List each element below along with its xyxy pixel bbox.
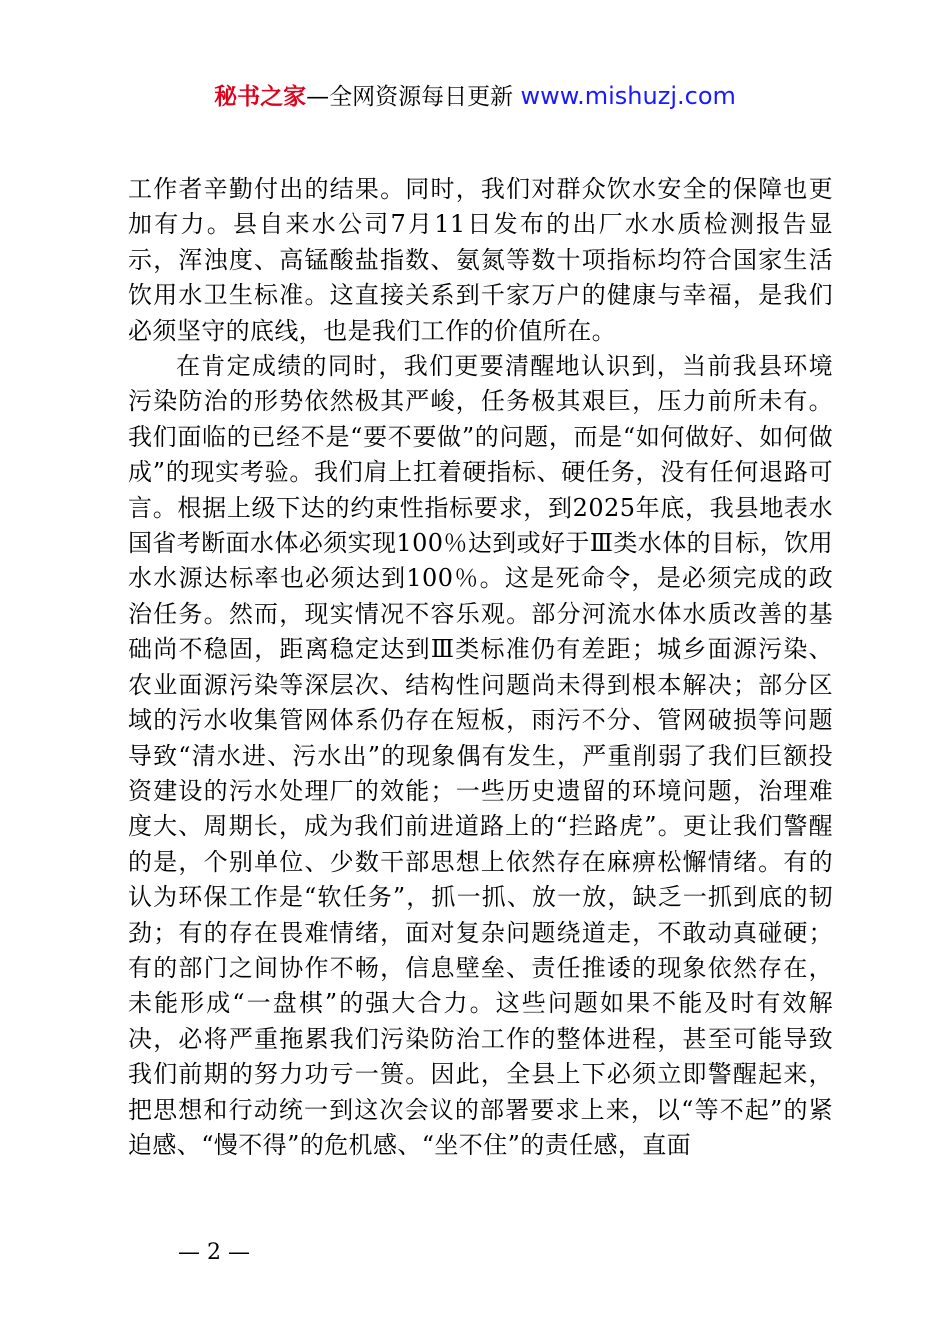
header-tagline: —全网资源每日更新 xyxy=(306,84,514,110)
paragraph: 在肯定成绩的同时，我们更要清醒地认识到，当前我县环境污染防治的形势依然极其严峻，任务极其艰巨，压力前所未有。我们面临的已经不是“要不要做”的问题，而是“如何做好、如何做成”的现实考验。我们肩上扛着硬指标、硬任务，没有任何退路可言。根据上级下达的约束性指标要求，到2025年底，我县地表水国省考断面水体必须实现100％达到或好于Ⅲ类水体的目标，饮用水水源达标率也必须达到100％。这是死命令，是必须完成的政治任务。然而，现实情况不容乐观。部分河流水体水质改善的基础尚不稳固，距离稳定达到Ⅲ类标准仍有差距；城乡面源污染、农业面源污染等深层次、结构性问题尚未得到根本解决；部分区域的污水收集管网体系仍存在短板，雨污不分、管网破损等问题导致“清水进、污水出”的现象偶有发生，严重削弱了我们巨额投资建设的污水处理厂的效能；一些历史遗留的环境问题，治理难度大、周期长，成为我们前进道路上的“拦路虎”。更让我们警醒的是，个别单位、少数干部思想上依然存在麻痹松懈情绪。有的认为环保工作是“软任务”，抓一抓、放一放，缺乏一抓到底的韧劲；有的存在畏难情绪，面对复杂问题绕道走，不敢动真碰硬；有的部门之间协作不畅，信息壁垒、责任推诿的现象依然存在，未能形成“一盘棋”的强大合力。这些问题如果不能及时有效解决，必将严重拖累我们污染防治工作的整体进程，甚至可能导致我们前期的努力功亏一篑。因此，全县上下必须立即警醒起来，把思想和行动统一到这次会议的部署要求上来，以“等不起”的紧迫感、“慢不得”的危机感、“坐不住”的责任感，直面 xyxy=(128,352,833,1159)
site-url-link[interactable]: www.mishuzj.com xyxy=(520,82,736,110)
document-body xyxy=(128,172,833,1163)
paragraph-continued: 工作者辛勤付出的结果。同时，我们对群众饮水安全的保障也更加有力。县自来水公司7月11日发布的出厂水水质检测报告显示，浑浊度、高锰酸盐指数、氨氮等数十项指标均符合国家生活饮用水卫生标准。这直接关系到千家万户的健康与幸福，是我们必须坚守的底线，也是我们工作的价值所在。 xyxy=(128,175,833,345)
page-number: — 2 — xyxy=(178,1240,250,1265)
brand-name: 秘书之家 xyxy=(214,84,307,110)
page-header xyxy=(0,80,950,113)
